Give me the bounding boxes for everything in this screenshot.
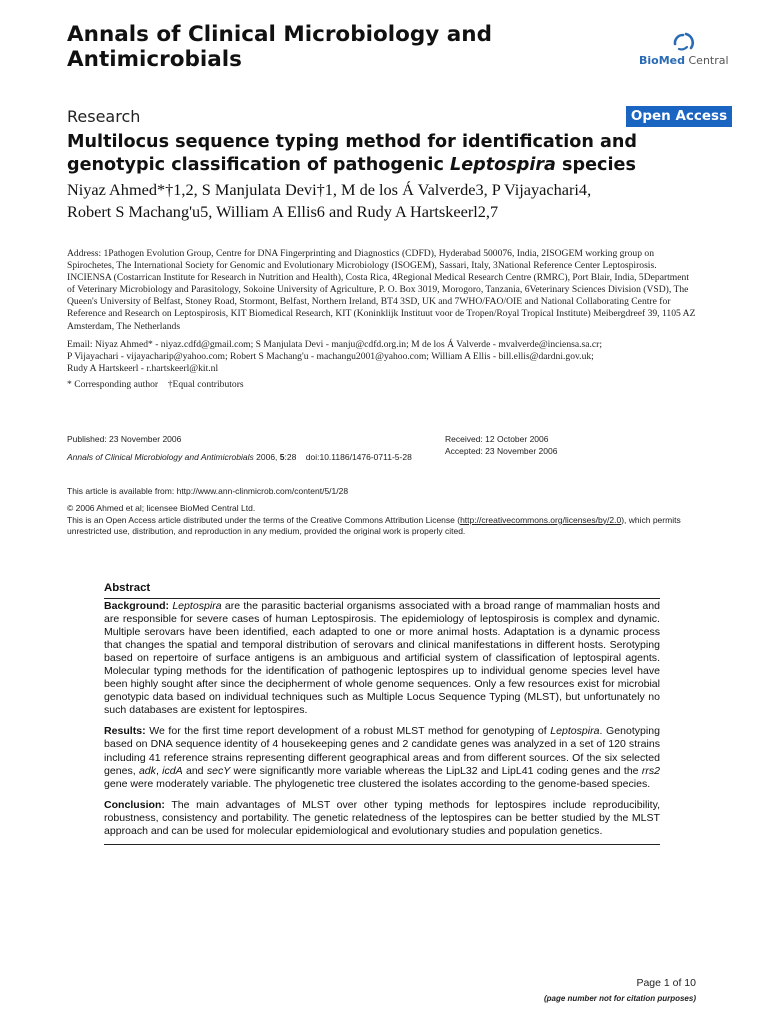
results-gene-secy: secY [206, 764, 231, 777]
citation [67, 452, 427, 464]
copyright: © 2006 Ahmed et al; licensee BioMed Central Ltd. [67, 503, 256, 513]
license-text-after: ), which permits unrestricted use, distribution, and reproduction in any medium, provided the original work is properly cited. [67, 514, 681, 537]
publisher-logo[interactable] [637, 30, 733, 70]
citation-year: 2006, [253, 451, 280, 462]
availability-link[interactable]: This article is available from: http://www.ann-clinmicrob.com/content/5/1/28 [67, 486, 349, 496]
results-text4: gene were moderately variable. The phylogenetic tree clustered the isolates according to the genome-based species. [104, 777, 651, 790]
open-access-badge: Open Access [626, 106, 732, 127]
journal-title-line1: Annals of Clinical Microbiology and [67, 22, 492, 47]
results-text2: . Genotyping based on DNA sequence identity of 4 housekeeping genes and 2 candidate genes was analyzed in a set of 120 strains including 41 reference strains representing different geographical areas and from different sources. Of the six selected genes, [104, 725, 660, 777]
article-title [67, 131, 717, 177]
title-part2: species [555, 155, 636, 175]
abstract-results [104, 725, 660, 790]
author-list [67, 179, 727, 223]
affiliations: Address: 1Pathogen Evolution Group, Centre for DNA Fingerprinting and Diagnostics (CDFD), Hyderabad 500076, India, 2ISOGEM working group on Spirochetes, The International Society for Genomic and Evolutionary Microbiology (ISOGEM), Sassari, Italy, 3National Reference Center Leptospirosis. INCIENSA (Costarrican Institute for Research in Nutrition and Health), Costa Rica, 4Regional Medical Research Centre (RMRC), Port Blair, India, 5Department of Veterinary Microbiology and Parasitology, Sokoine University of Agriculture, P. O. Box 3019, Morogoro, Tanzania, 6Veterinary Sciences Division (VSD), The Queen's University of Belfast, Stoney Road, Stormont, Belfast, Northern Ireland, BT4 3SD, UK and 7WHO/FAO/OIE and National Collaborating Centre for Reference and Research on Leptospirosis, KIT Biomedical Research, KIT (Koninklijk Instituut voor de Tropen/Royal Tropical Institute) Meibergdreef 39, 1105 AZ Amsterdam, The Netherlands [67, 248, 696, 332]
citation-doi: :28 doi:10.1186/1476-0711-5-28 [284, 451, 412, 462]
email-line3[interactable]: Rudy A Hartskeerl - r.hartskeerl@kit.nl [67, 363, 219, 375]
brand-bold: BioMed [639, 54, 685, 67]
page-number: Page 1 of 10 [636, 977, 696, 989]
results-label: Results: [104, 725, 146, 738]
conclusion-text: The main advantages of MLST over other typing methods for leptospires include reproducibility, robustness, consistency and portability. The genetic relatedness of the leptospires can be better studied by the MLST approach and can be used for molecular epidemiological and evolutionary studies and population genetics. [104, 798, 660, 837]
title-part1: Multilocus sequence typing method for identification and genotypic classification of pathogenic [67, 132, 637, 175]
abstract-heading: Abstract [104, 582, 151, 594]
published-date: Published: 23 November 2006 [67, 434, 182, 444]
results-text1: We for the first time report development of a robust MLST method for genotyping of [145, 725, 551, 738]
publication-info [67, 434, 427, 463]
results-sep1: , [155, 764, 163, 777]
citation-journal: Annals of Clinical Microbiology and Antimicrobials [67, 451, 254, 462]
brand-rest: Central [685, 54, 729, 67]
email-list [67, 339, 699, 375]
license-link[interactable]: http://creativecommons.org/licenses/by/2.0 [460, 514, 622, 525]
results-gene-rrs2: rrs2 [641, 764, 660, 777]
results-text3: were significantly more variable whereas the LipL32 and LipL41 coding genes and the [230, 764, 642, 777]
abstract-conclusion [104, 799, 660, 838]
conclusion-label: Conclusion: [104, 798, 165, 811]
abstract-background [104, 600, 660, 717]
license-block [67, 503, 699, 538]
corresponding-footnote: * Corresponding author †Equal contributors [67, 379, 244, 390]
email-line1[interactable]: Email: Niyaz Ahmed* - niyaz.cdfd@gmail.com; S Manjulata Devi - manju@cdfd.org.in; M de los Á Valverde - mvalverde@inciensa.sa.cr; [67, 339, 603, 350]
dates-info [445, 434, 695, 457]
background-text: are the parasitic bacterial organisms associated with a broad range of mammalian hosts and are responsible for severe cases of human Leptospirosis. The epidemiology of leptospirosis is complex and dynamic. Multiple serovars have been identified, each adapted to one or more animal hosts. Adaptation is a dynamic process that changes the spatial and temporal distribution of serovars and clinical manifestations in different hosts. Serotyping based on repertoire of surface antigens is an ambiguous and artificial system of classification of leptospiral agents. Molecular typing methods for the identification of pathogenic leptospires up to individual genome species level have been highly sought after since the decipherment of whole genome sequences. Only a few resources exist for microbial genotypic data based on individual techniques such as Multiple Locus Sequence Typing (MLST), but unfortunately no such databases are existent for leptospires. [104, 600, 660, 717]
section-label: Research [67, 107, 141, 126]
publisher-brand [639, 54, 729, 67]
title-italic: Leptospira [450, 155, 556, 175]
license-text-before: This is an Open Access article distributed under the terms of the Creative Commons Attribution License ( [67, 514, 461, 525]
abstract-bottom-rule [104, 844, 660, 845]
journal-title-line2: Antimicrobials [67, 47, 242, 72]
email-line2[interactable]: P Vijayachari - vijayacharip@yahoo.com; Robert S Machang'u - machangu2001@yahoo.com; William A Ellis - bill.ellis@dardni.gov.uk; [67, 351, 594, 363]
journal-title [67, 22, 607, 72]
results-sep2: and [182, 764, 207, 777]
results-gene-icda: icdA [162, 764, 183, 777]
author-line1: Niyaz Ahmed*†1,2, S Manjulata Devi†1, M de los Á Valverde3, P Vijayachari4, [67, 180, 592, 199]
background-italic: Leptospira [172, 600, 222, 612]
results-gene-adk: adk [138, 764, 156, 777]
page-number-note: (page number not for citation purposes) [543, 994, 696, 1003]
received-date: Received: 12 October 2006 [445, 434, 549, 444]
citation-volume: 5 [279, 451, 285, 462]
biomed-swirl-icon [669, 30, 697, 54]
background-label: Background: [104, 600, 170, 612]
license-text [67, 515, 699, 538]
abstract-box [104, 582, 660, 845]
results-italic1: Leptospira [550, 725, 600, 738]
accepted-date: Accepted: 23 November 2006 [445, 445, 558, 456]
abstract-top-rule [104, 598, 660, 599]
author-line2: Robert S Machang'u5, William A Ellis6 and Rudy A Hartskeerl2,7 [67, 202, 499, 221]
